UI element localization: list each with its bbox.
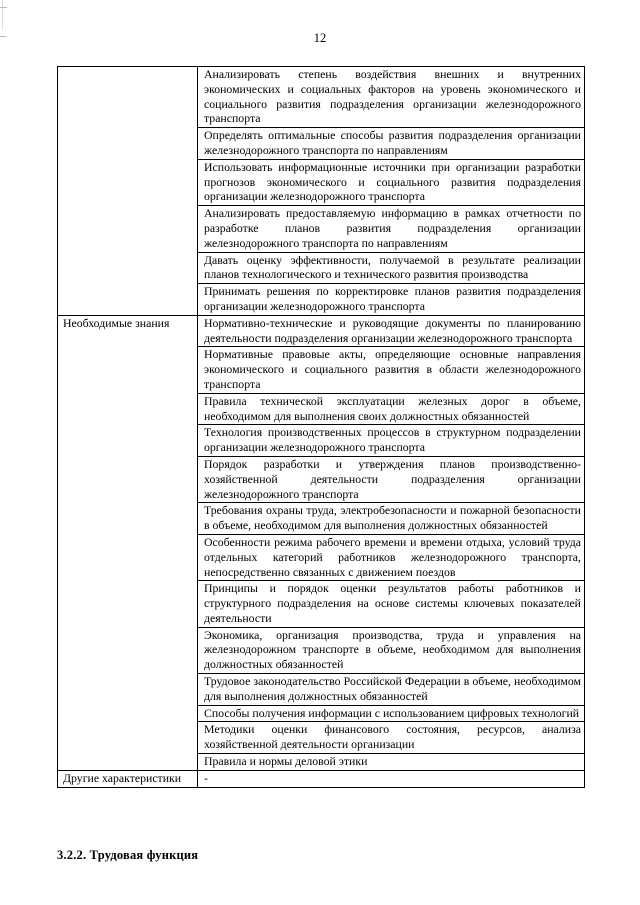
skill-cell: Принимать решения по корректировке планов развития подразделения организации железнодорожного транспорта [198, 284, 585, 316]
label-cell-skills-continued [58, 67, 198, 316]
knowledge-cell: Правила технической эксплуатации железных дорог в объеме, необходимом для выполнения своих должностных обязанностей [198, 393, 585, 425]
knowledge-cell: Требования охраны труда, электробезопасности и пожарной безопасности в объеме, необходимом для выполнения должностных обязанностей [198, 503, 585, 535]
knowledge-cell: Способы получения информации с использованием цифровых технологий [198, 705, 585, 722]
scan-artifact [2, 0, 3, 30]
knowledge-cell: Порядок разработки и утверждения планов производственно-хозяйственной деятельности подразделения организации железнодорожного транспорта [198, 456, 585, 502]
knowledge-cell: Особенности режима рабочего времени и времени отдыха, условий труда отдельных категорий работников железнодорожного транспорта, непосредственно связанных с движением поездов [198, 534, 585, 580]
knowledge-cell: Нормативные правовые акты, определяющие основные направления экономического и социального развития в области железнодорожного транспорта [198, 347, 585, 393]
knowledge-cell: Правила и нормы деловой этики [198, 754, 585, 771]
label-cell-knowledge: Необходимые знания [58, 315, 198, 770]
skill-cell: Анализировать степень воздействия внешних и внутренних экономических и социальных факторов на уровень экономического и социального развития подразделения организации железнодорожного транспорта [198, 67, 585, 128]
section-heading: 3.2.2. Трудовая функция [57, 848, 199, 862]
knowledge-cell: Принципы и порядок оценки результатов работы работников и структурного подразделения на основе системы ключевых показателей деятельности [198, 581, 585, 627]
label-cell-other: Другие характеристики [58, 770, 198, 787]
table-row [58, 770, 585, 787]
table-row [58, 315, 585, 347]
knowledge-cell: Трудовое законодательство Российской Федерации в объеме, необходимом для выполнения должностных обязанностей [198, 674, 585, 706]
skill-cell: Давать оценку эффективности, получаемой в результате реализации планов технологического и технического развития производства [198, 252, 585, 284]
knowledge-cell: Технология производственных процессов в структурном подразделении организации железнодорожного транспорта [198, 425, 585, 457]
skill-cell: Определять оптимальные способы развития подразделения организации железнодорожного транспорта по направлениям [198, 128, 585, 160]
skill-cell: Анализировать предоставляемую информацию в рамках отчетности по разработке планов развития подразделения организации железнодорожного транспорта по направлениям [198, 206, 585, 252]
knowledge-cell: Нормативно-технические и руководящие документы по планированию деятельности подразделения организации железнодорожного транспорта [198, 315, 585, 347]
requirements-table [57, 66, 585, 788]
skill-cell: Использовать информационные источники при организации разработки прогнозов экономического и социального развития подразделения организации железнодорожного транспорта [198, 159, 585, 205]
page-number: 12 [313, 31, 327, 45]
knowledge-cell: Экономика, организация производства, труда и управления на железнодорожном транспорте в объеме, необходимом для выполнения должностных обязанностей [198, 627, 585, 673]
table-row [58, 67, 585, 128]
knowledge-cell: Методики оценки финансового состояния, ресурсов, анализа хозяйственной деятельности организации [198, 722, 585, 754]
other-cell: - [198, 770, 585, 787]
